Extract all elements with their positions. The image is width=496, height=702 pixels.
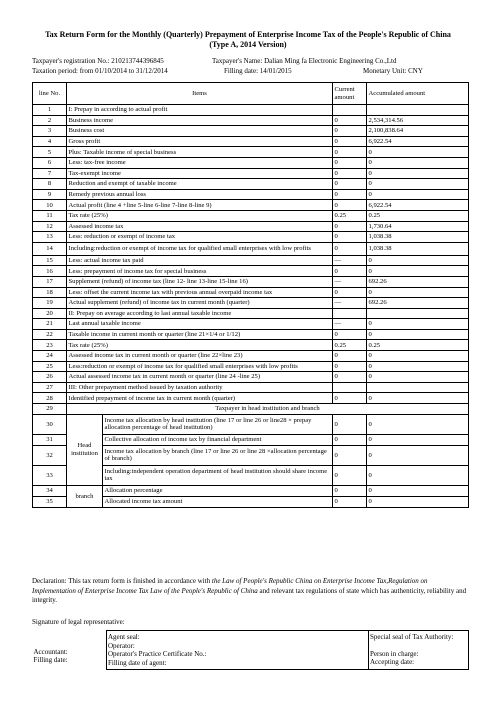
row-line-no: 17 — [33, 276, 67, 287]
agent-cell — [106, 631, 368, 670]
row-line-no: 13 — [33, 232, 67, 243]
row-item: Taxable income in current month or quarter (line 21×1/4 or 1/12) — [67, 329, 333, 340]
row-item: Taxpayer in head institution and branch — [67, 404, 469, 415]
row-current-amount: 0 — [333, 465, 367, 485]
row-line-no: 19 — [33, 298, 67, 309]
table-row — [33, 340, 469, 351]
row-line-no: 32 — [33, 445, 67, 465]
operator-label: Operator: — [108, 641, 135, 650]
table-row — [33, 298, 469, 309]
row-item: Last annual taxable income — [67, 319, 333, 330]
row-line-no: 5 — [33, 147, 67, 158]
table-row — [33, 404, 469, 415]
filling-date: Filling date: 14/01/2015 — [224, 67, 292, 75]
row-accumulated-amount: 692.26 — [367, 276, 469, 287]
table-row — [33, 168, 469, 179]
taxation-period: Taxation period: from 01/10/2014 to 31/12/2014 — [32, 67, 168, 75]
row-item: Gross profit — [67, 136, 333, 147]
row-current-amount: 0 — [333, 200, 367, 211]
row-item: Supplement (refund) of income tax (line 12- line 13-line 15-line 16) — [67, 276, 333, 287]
row-current-amount: 0 — [333, 361, 367, 372]
monetary-unit: Monetary Unit: CNY — [363, 67, 423, 75]
row-current-amount: 0 — [333, 485, 367, 496]
table-row — [33, 136, 469, 147]
legal-representative-signature: Signature of legal representative: — [32, 618, 125, 626]
row-accumulated-amount — [367, 382, 469, 393]
row-accumulated-amount: 6,922.54 — [367, 200, 469, 211]
row-accumulated-amount: 0 — [367, 372, 469, 383]
row-accumulated-amount: 0 — [367, 361, 469, 372]
table-row — [33, 414, 469, 434]
row-line-no: 18 — [33, 287, 67, 298]
row-current-amount: 0 — [333, 136, 367, 147]
person-in-charge-label: Person in charge: — [370, 649, 419, 658]
row-line-no: 28 — [33, 393, 67, 404]
row-line-no: 9 — [33, 189, 67, 200]
row-current-amount: 0 — [333, 372, 367, 383]
form-title — [0, 30, 496, 50]
row-accumulated-amount: 0 — [367, 434, 469, 445]
row-item: Business cost — [67, 126, 333, 137]
row-accumulated-amount: 0 — [367, 351, 469, 362]
row-line-no: 11 — [33, 210, 67, 221]
row-item: III: Other prepayment method issued by taxation authority — [67, 382, 333, 393]
branch-label: branch — [67, 485, 103, 507]
table-row — [33, 126, 469, 137]
row-item: Assessed income tax — [67, 221, 333, 232]
row-current-amount: 0 — [333, 168, 367, 179]
table-row — [33, 393, 469, 404]
row-item: Plus: Taxable income of special business — [67, 147, 333, 158]
row-current-amount: — — [333, 276, 367, 287]
row-accumulated-amount: 0 — [367, 266, 469, 277]
header-row — [33, 83, 469, 105]
row-item: Including:independent operation department of head institution should share income tax — [103, 465, 333, 485]
row-item: Identified prepayment of income tax in current month (quarter) — [67, 393, 333, 404]
row-line-no: 35 — [33, 496, 67, 507]
table-row — [33, 361, 469, 372]
row-current-amount — [333, 308, 367, 319]
row-accumulated-amount: 0 — [367, 179, 469, 190]
table-row — [33, 485, 469, 496]
row-line-no: 29 — [33, 404, 67, 415]
table-row — [33, 382, 469, 393]
row-line-no: 34 — [33, 485, 67, 496]
row-current-amount: 0 — [333, 157, 367, 168]
row-line-no: 6 — [33, 157, 67, 168]
row-accumulated-amount: 0 — [367, 329, 469, 340]
row-accumulated-amount: 1,730.64 — [367, 221, 469, 232]
row-current-amount: — — [333, 319, 367, 330]
row-current-amount — [333, 382, 367, 393]
row-item: Less: prepayment of income tax for special business — [67, 266, 333, 277]
row-line-no: 31 — [33, 434, 67, 445]
row-accumulated-amount — [367, 308, 469, 319]
row-accumulated-amount: 0 — [367, 255, 469, 266]
practice-certificate-label: Operator's Practice Certificate No.: — [108, 650, 207, 659]
row-item: Actual assessed income tax in current month or quarter (line 24 -line 25) — [67, 372, 333, 383]
row-accumulated-amount: 6,922.54 — [367, 136, 469, 147]
row-current-amount — [333, 105, 367, 116]
row-line-no: 4 — [33, 136, 67, 147]
table-row — [33, 255, 469, 266]
row-item: Tax rate (25%) — [67, 340, 333, 351]
signature-table — [32, 630, 469, 670]
row-line-no: 33 — [33, 465, 67, 485]
row-current-amount: 0 — [333, 242, 367, 255]
declaration — [32, 577, 470, 606]
row-line-no: 16 — [33, 266, 67, 277]
row-line-no: 22 — [33, 329, 67, 340]
agent-date-label: Filling date of agent: — [108, 658, 167, 667]
row-line-no: 26 — [33, 372, 67, 383]
row-current-amount: 0.25 — [333, 340, 367, 351]
row-line-no: 1 — [33, 105, 67, 116]
table-row — [33, 242, 469, 255]
row-item: Less: tax-free income — [67, 157, 333, 168]
row-accumulated-amount: 0.25 — [367, 210, 469, 221]
row-current-amount: 0 — [333, 232, 367, 243]
row-item: Less: offset the current income tax with previous annual overpaid income tax — [67, 287, 333, 298]
row-accumulated-amount: 0 — [367, 319, 469, 330]
row-line-no: 14 — [33, 242, 67, 255]
row-item: Less: reduction or exempt of income tax — [67, 232, 333, 243]
table-row — [33, 372, 469, 383]
table-row — [33, 287, 469, 298]
row-line-no: 8 — [33, 179, 67, 190]
title-line-1: Tax Return Form for the Monthly (Quarterly) Prepayment of Enterprise Income Tax of the People's Republic of China — [45, 30, 451, 39]
declaration-law: the Law of People's Republic China on Enterprise Income Tax,Regulation on Implementation of Enterprise Income Tax Law of the People's Republic of China — [32, 577, 428, 595]
row-current-amount: 0 — [333, 266, 367, 277]
row-accumulated-amount: 0 — [367, 496, 469, 507]
row-item: Allocation percentage — [103, 485, 333, 496]
table-row — [33, 351, 469, 362]
row-item: Remedy previous annual loss — [67, 189, 333, 200]
row-item: II: Prepay on average according to last annual taxable income — [67, 308, 333, 319]
agent-seal-label: Agent seal: — [108, 633, 140, 641]
row-accumulated-amount: 0 — [367, 157, 469, 168]
row-accumulated-amount: 2,534,314.56 — [367, 115, 469, 126]
declaration-suffix: and relevant tax regulations of state which has authenticity, reliability and integrity. — [32, 586, 467, 604]
row-line-no: 2 — [33, 115, 67, 126]
row-current-amount: 0 — [333, 351, 367, 362]
row-item: Allocated income tax amount — [103, 496, 333, 507]
accepting-date-label: Accepting date: — [370, 658, 415, 667]
row-accumulated-amount: 0 — [367, 189, 469, 200]
row-current-amount: 0 — [333, 189, 367, 200]
table-row — [33, 319, 469, 330]
row-line-no: 7 — [33, 168, 67, 179]
row-accumulated-amount: 0 — [367, 168, 469, 179]
row-current-amount: 0 — [333, 393, 367, 404]
row-accumulated-amount: 1,038.38 — [367, 232, 469, 243]
row-accumulated-amount: 0 — [367, 147, 469, 158]
header-line-no: line No. — [33, 83, 67, 105]
row-line-no: 27 — [33, 382, 67, 393]
row-item: Income tax allocation by branch (line 17 or line 26 or line 28 ×allocation percentage of branch) — [103, 445, 333, 465]
declaration-prefix: Declaration: This tax return form is finished in accordance with — [32, 577, 212, 585]
row-accumulated-amount: 1,038.38 — [367, 242, 469, 255]
table-row — [33, 157, 469, 168]
row-current-amount: 0 — [333, 147, 367, 158]
row-item: Assessed income tax in current month or quarter (line 22×line 23) — [67, 351, 333, 362]
row-line-no: 25 — [33, 361, 67, 372]
row-line-no: 3 — [33, 126, 67, 137]
tax-form-table — [32, 82, 469, 508]
row-current-amount: — — [333, 255, 367, 266]
row-line-no: 24 — [33, 351, 67, 362]
table-row — [33, 189, 469, 200]
registration-number: Taxpayer's registration No.: 210213744396845 — [32, 57, 164, 65]
table-row — [33, 200, 469, 211]
row-current-amount: 0 — [333, 126, 367, 137]
row-current-amount: 0 — [333, 329, 367, 340]
header-accumulated-amount: Accumulated amount — [367, 83, 469, 105]
table-row — [33, 221, 469, 232]
row-line-no: 30 — [33, 414, 67, 434]
row-current-amount: 0 — [333, 414, 367, 434]
row-current-amount: 0 — [333, 179, 367, 190]
table-row — [33, 232, 469, 243]
row-item: Less: actual income tax paid — [67, 255, 333, 266]
row-accumulated-amount: 0 — [367, 287, 469, 298]
accountant-cell — [32, 631, 106, 670]
row-line-no: 12 — [33, 221, 67, 232]
head-institution-label: Head institution — [67, 414, 103, 485]
authority-seal-label: Special seal of Tax Authority: — [370, 633, 454, 641]
row-item: Actual supplement (refund) of income tax in current month (quarter) — [67, 298, 333, 309]
table-row — [33, 276, 469, 287]
row-item: I: Prepay in according to actual profit — [67, 105, 333, 116]
authority-cell — [368, 631, 468, 670]
row-item: Reduction and exempt of taxable income — [67, 179, 333, 190]
row-current-amount: — — [333, 298, 367, 309]
row-item: Collective allocation of income tax by financial department — [103, 434, 333, 445]
title-line-2: (Type A, 2014 Version) — [209, 40, 287, 49]
table-row — [33, 105, 469, 116]
row-line-no: 23 — [33, 340, 67, 351]
row-item: Business income — [67, 115, 333, 126]
table-row — [33, 329, 469, 340]
table-row — [33, 115, 469, 126]
row-item: Actual profit (line 4 +line 5-line 6-line 7-line 8-line 9) — [67, 200, 333, 211]
table-row — [33, 147, 469, 158]
row-accumulated-amount: 0 — [367, 393, 469, 404]
header-current-amount: Current amount — [333, 83, 367, 105]
row-accumulated-amount: 0 — [367, 485, 469, 496]
row-item: Tax rate (25%) — [67, 210, 333, 221]
row-line-no: 21 — [33, 319, 67, 330]
table-row — [33, 179, 469, 190]
row-accumulated-amount: 0.25 — [367, 340, 469, 351]
row-accumulated-amount: 0 — [367, 414, 469, 434]
row-current-amount: 0 — [333, 115, 367, 126]
row-accumulated-amount — [367, 105, 469, 116]
table-row — [33, 266, 469, 277]
header-items: Items — [67, 83, 333, 105]
row-accumulated-amount: 0 — [367, 445, 469, 465]
row-current-amount: 0 — [333, 287, 367, 298]
row-current-amount: 0.25 — [333, 210, 367, 221]
row-current-amount: 0 — [333, 496, 367, 507]
row-item: Income tax allocation by head institution (line 17 or line 26 or line28 × prepay allocation percentage of head institution) — [103, 414, 333, 434]
accountant-label: Accountant: — [33, 647, 68, 656]
row-line-no: 20 — [33, 308, 67, 319]
row-current-amount: 0 — [333, 445, 367, 465]
accountant-date-label: Filling date: — [33, 656, 68, 665]
row-current-amount: 0 — [333, 434, 367, 445]
table-row — [33, 210, 469, 221]
row-accumulated-amount: 0 — [367, 465, 469, 485]
row-accumulated-amount: 692.26 — [367, 298, 469, 309]
row-item: Less:reduction or exempt of income tax for qualified small enterprises with low profits — [67, 361, 333, 372]
row-item: Tax-exempt income — [67, 168, 333, 179]
row-line-no: 15 — [33, 255, 67, 266]
taxpayer-name: Taxpayer's Name: Dalian Ming fa Electronic Engineering Co.,Ltd — [212, 57, 397, 65]
table-row — [33, 308, 469, 319]
row-item: Including:reduction or exempt of income tax for qualified small enterprises with low profits — [67, 242, 333, 255]
row-current-amount: 0 — [333, 221, 367, 232]
row-line-no: 10 — [33, 200, 67, 211]
row-accumulated-amount: 2,100,838.64 — [367, 126, 469, 137]
